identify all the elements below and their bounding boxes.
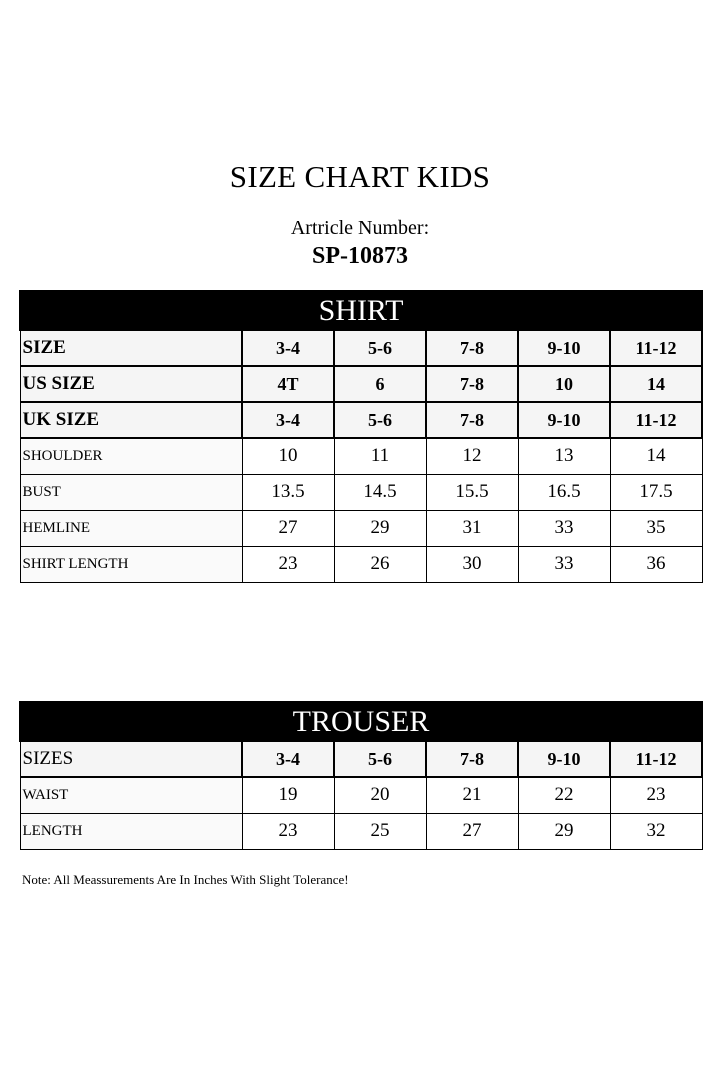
shirt-cell: 14 xyxy=(610,438,702,474)
shirt-cell: 33 xyxy=(518,510,610,546)
shirt-cell: 5-6 xyxy=(334,330,426,366)
shirt-row-label: BUST xyxy=(20,474,242,510)
shirt-cell: 12 xyxy=(426,438,518,474)
shirt-table-row xyxy=(20,438,702,474)
shirt-row-label: US SIZE xyxy=(20,366,242,402)
shirt-cell: 5-6 xyxy=(334,402,426,438)
trouser-header-row xyxy=(20,741,702,777)
shirt-cell: 4T xyxy=(242,366,334,402)
shirt-cell: 14.5 xyxy=(334,474,426,510)
shirt-row-label: HEMLINE xyxy=(20,510,242,546)
trouser-cell: 23 xyxy=(610,777,702,813)
shirt-row-label: SHOULDER xyxy=(20,438,242,474)
shirt-cell: 7-8 xyxy=(426,366,518,402)
shirt-cell: 3-4 xyxy=(242,402,334,438)
shirt-cell: 36 xyxy=(610,546,702,582)
shirt-cell: 7-8 xyxy=(426,402,518,438)
trouser-cell: 23 xyxy=(242,813,334,849)
trouser-cell: 11-12 xyxy=(610,741,702,777)
shirt-cell: 16.5 xyxy=(518,474,610,510)
shirt-cell: 11-12 xyxy=(610,402,702,438)
shirt-table-row xyxy=(20,474,702,510)
article-number-label: Artricle Number: xyxy=(290,217,430,239)
shirt-size-table xyxy=(19,290,703,583)
trouser-cell: 5-6 xyxy=(334,741,426,777)
article-number-value: SP-10873 xyxy=(312,243,408,269)
trouser-cell: 27 xyxy=(426,813,518,849)
shirt-cell: 13.5 xyxy=(242,474,334,510)
shirt-table-row xyxy=(20,510,702,546)
page-title: SIZE CHART KIDS xyxy=(229,159,491,194)
shirt-cell: 15.5 xyxy=(426,474,518,510)
trouser-table-row xyxy=(20,813,702,849)
shirt-table-title: SHIRT xyxy=(20,291,702,330)
shirt-header-row xyxy=(20,366,702,402)
shirt-cell: 29 xyxy=(334,510,426,546)
shirt-cell: 11-12 xyxy=(610,330,702,366)
shirt-row-label: SIZE xyxy=(20,330,242,366)
trouser-row-label: LENGTH xyxy=(20,813,242,849)
shirt-cell: 10 xyxy=(242,438,334,474)
trouser-cell: 32 xyxy=(610,813,702,849)
trouser-cell: 22 xyxy=(518,777,610,813)
trouser-cell: 29 xyxy=(518,813,610,849)
shirt-cell: 9-10 xyxy=(518,402,610,438)
trouser-cell: 25 xyxy=(334,813,426,849)
shirt-cell: 3-4 xyxy=(242,330,334,366)
shirt-cell: 26 xyxy=(334,546,426,582)
trouser-row-label: SIZES xyxy=(20,741,242,777)
shirt-cell: 35 xyxy=(610,510,702,546)
shirt-cell: 10 xyxy=(518,366,610,402)
trouser-table-title: TROUSER xyxy=(20,702,702,741)
trouser-cell: 20 xyxy=(334,777,426,813)
shirt-cell: 7-8 xyxy=(426,330,518,366)
tolerance-note: Note: All Meassurements Are In Inches With Slight Tolerance! xyxy=(22,872,349,887)
shirt-row-label: SHIRT LENGTH xyxy=(20,546,242,582)
shirt-cell: 11 xyxy=(334,438,426,474)
shirt-cell: 23 xyxy=(242,546,334,582)
shirt-table-row xyxy=(20,546,702,582)
trouser-cell: 21 xyxy=(426,777,518,813)
trouser-cell: 7-8 xyxy=(426,741,518,777)
shirt-cell: 33 xyxy=(518,546,610,582)
shirt-cell: 9-10 xyxy=(518,330,610,366)
trouser-cell: 3-4 xyxy=(242,741,334,777)
trouser-cell: 19 xyxy=(242,777,334,813)
shirt-row-label: UK SIZE xyxy=(20,402,242,438)
shirt-header-row xyxy=(20,330,702,366)
trouser-cell: 9-10 xyxy=(518,741,610,777)
trouser-table-row xyxy=(20,777,702,813)
trouser-size-table xyxy=(19,701,703,850)
shirt-cell: 6 xyxy=(334,366,426,402)
shirt-cell: 31 xyxy=(426,510,518,546)
shirt-cell: 13 xyxy=(518,438,610,474)
shirt-cell: 30 xyxy=(426,546,518,582)
shirt-cell: 17.5 xyxy=(610,474,702,510)
shirt-cell: 27 xyxy=(242,510,334,546)
shirt-cell: 14 xyxy=(610,366,702,402)
shirt-header-row xyxy=(20,402,702,438)
trouser-row-label: WAIST xyxy=(20,777,242,813)
